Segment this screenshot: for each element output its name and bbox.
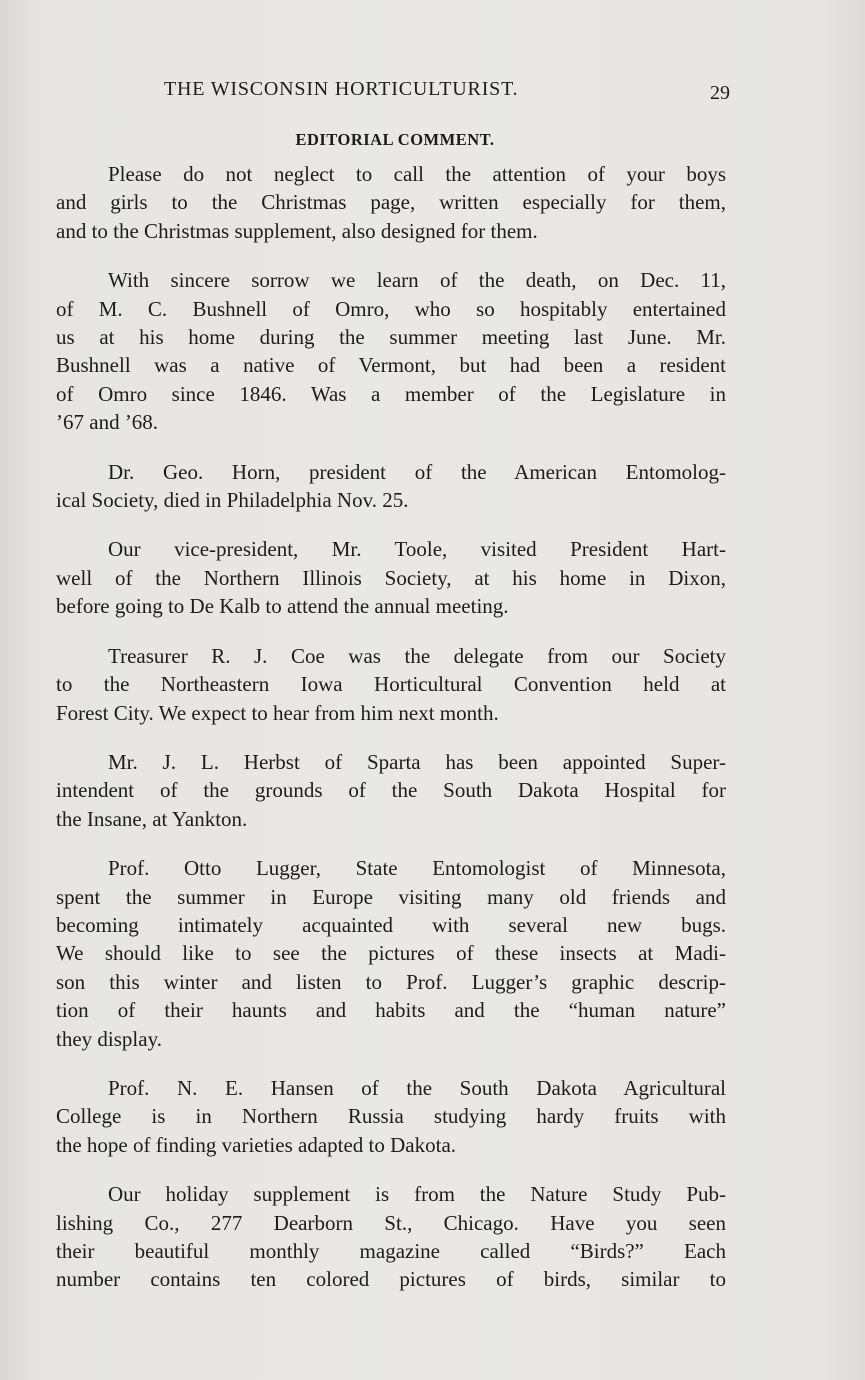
text-line: of M. C. Bushnell of Omro, who so hospitably entertained: [56, 296, 726, 321]
article-body: [56, 160, 726, 1315]
paragraph: [56, 1074, 726, 1159]
running-title: THE WISCONSIN HORTICULTURIST.: [164, 78, 519, 100]
text-line: and girls to the Christmas page, written especially for them,: [56, 190, 726, 215]
paragraph: [56, 642, 726, 727]
text-line: Our vice-president, Mr. Toole, visited President Hart-: [108, 537, 726, 562]
paragraph: [56, 1180, 726, 1294]
text-line: Our holiday supplement is from the Nature Study Pub-: [108, 1182, 726, 1207]
paragraph: [56, 854, 726, 1053]
text-line: well of the Northern Illinois Society, at his home in Dixon,: [56, 565, 726, 590]
paragraph: [56, 458, 726, 515]
paragraph: [56, 160, 726, 245]
running-header: [60, 78, 730, 108]
text-line: tion of their haunts and habits and the “human nature”: [56, 998, 726, 1023]
page-number: 29: [710, 82, 730, 104]
text-line: Prof. N. E. Hansen of the South Dakota Agricultural: [108, 1075, 726, 1100]
text-line: before going to De Kalb to attend the annual meeting.: [56, 594, 509, 619]
text-line: Dr. Geo. Horn, president of the American Entomolog-: [108, 459, 726, 484]
text-line: number contains ten colored pictures of birds, similar to: [56, 1267, 726, 1292]
text-line: With sincere sorrow we learn of the death, on Dec. 11,: [108, 268, 726, 293]
text-line: ’67 and ’68.: [56, 410, 159, 435]
text-line: lishing Co., 277 Dearborn St., Chicago. Have you seen: [56, 1210, 726, 1235]
text-line: becoming intimately acquainted with several new bugs.: [56, 912, 726, 937]
section-heading: EDITORIAL COMMENT.: [295, 130, 495, 149]
text-line: son this winter and listen to Prof. Lugger’s graphic descrip-: [56, 969, 726, 994]
text-line: Treasurer R. J. Coe was the delegate from our Society: [108, 643, 726, 668]
paragraph: [56, 535, 726, 620]
text-line: ical Society, died in Philadelphia Nov. 25.: [56, 488, 409, 513]
text-line: the hope of finding varieties adapted to Dakota.: [56, 1132, 457, 1157]
text-line: us at his home during the summer meeting last June. Mr.: [56, 325, 726, 350]
text-line: Prof. Otto Lugger, State Entomologist of Minnesota,: [108, 856, 726, 881]
text-line: the Insane, at Yankton.: [56, 806, 248, 831]
text-line: and to the Christmas supplement, also designed for them.: [56, 218, 538, 243]
text-line: intendent of the grounds of the South Dakota Hospital for: [56, 778, 726, 803]
text-line: Forest City. We expect to hear from him next month.: [56, 700, 499, 725]
text-line: Please do not neglect to call the attention of your boys: [108, 162, 726, 186]
text-line: their beautiful monthly magazine called “Birds?” Each: [56, 1239, 726, 1263]
paragraph: [56, 266, 726, 436]
text-line: College is in Northern Russia studying hardy fruits with: [56, 1104, 726, 1129]
text-line: Bushnell was a native of Vermont, but had been a resident: [56, 353, 726, 378]
text-line: Mr. J. L. Herbst of Sparta has been appointed Super-: [108, 749, 726, 774]
text-line: they display.: [56, 1026, 162, 1051]
text-line: We should like to see the pictures of these insects at Madi-: [56, 941, 726, 966]
text-line: spent the summer in Europe visiting many old friends and: [56, 884, 726, 909]
paragraph: [56, 748, 726, 833]
text-line: of Omro since 1846. Was a member of the Legislature in: [56, 381, 726, 406]
text-line: to the Northeastern Iowa Horticultural Convention held at: [56, 672, 726, 697]
